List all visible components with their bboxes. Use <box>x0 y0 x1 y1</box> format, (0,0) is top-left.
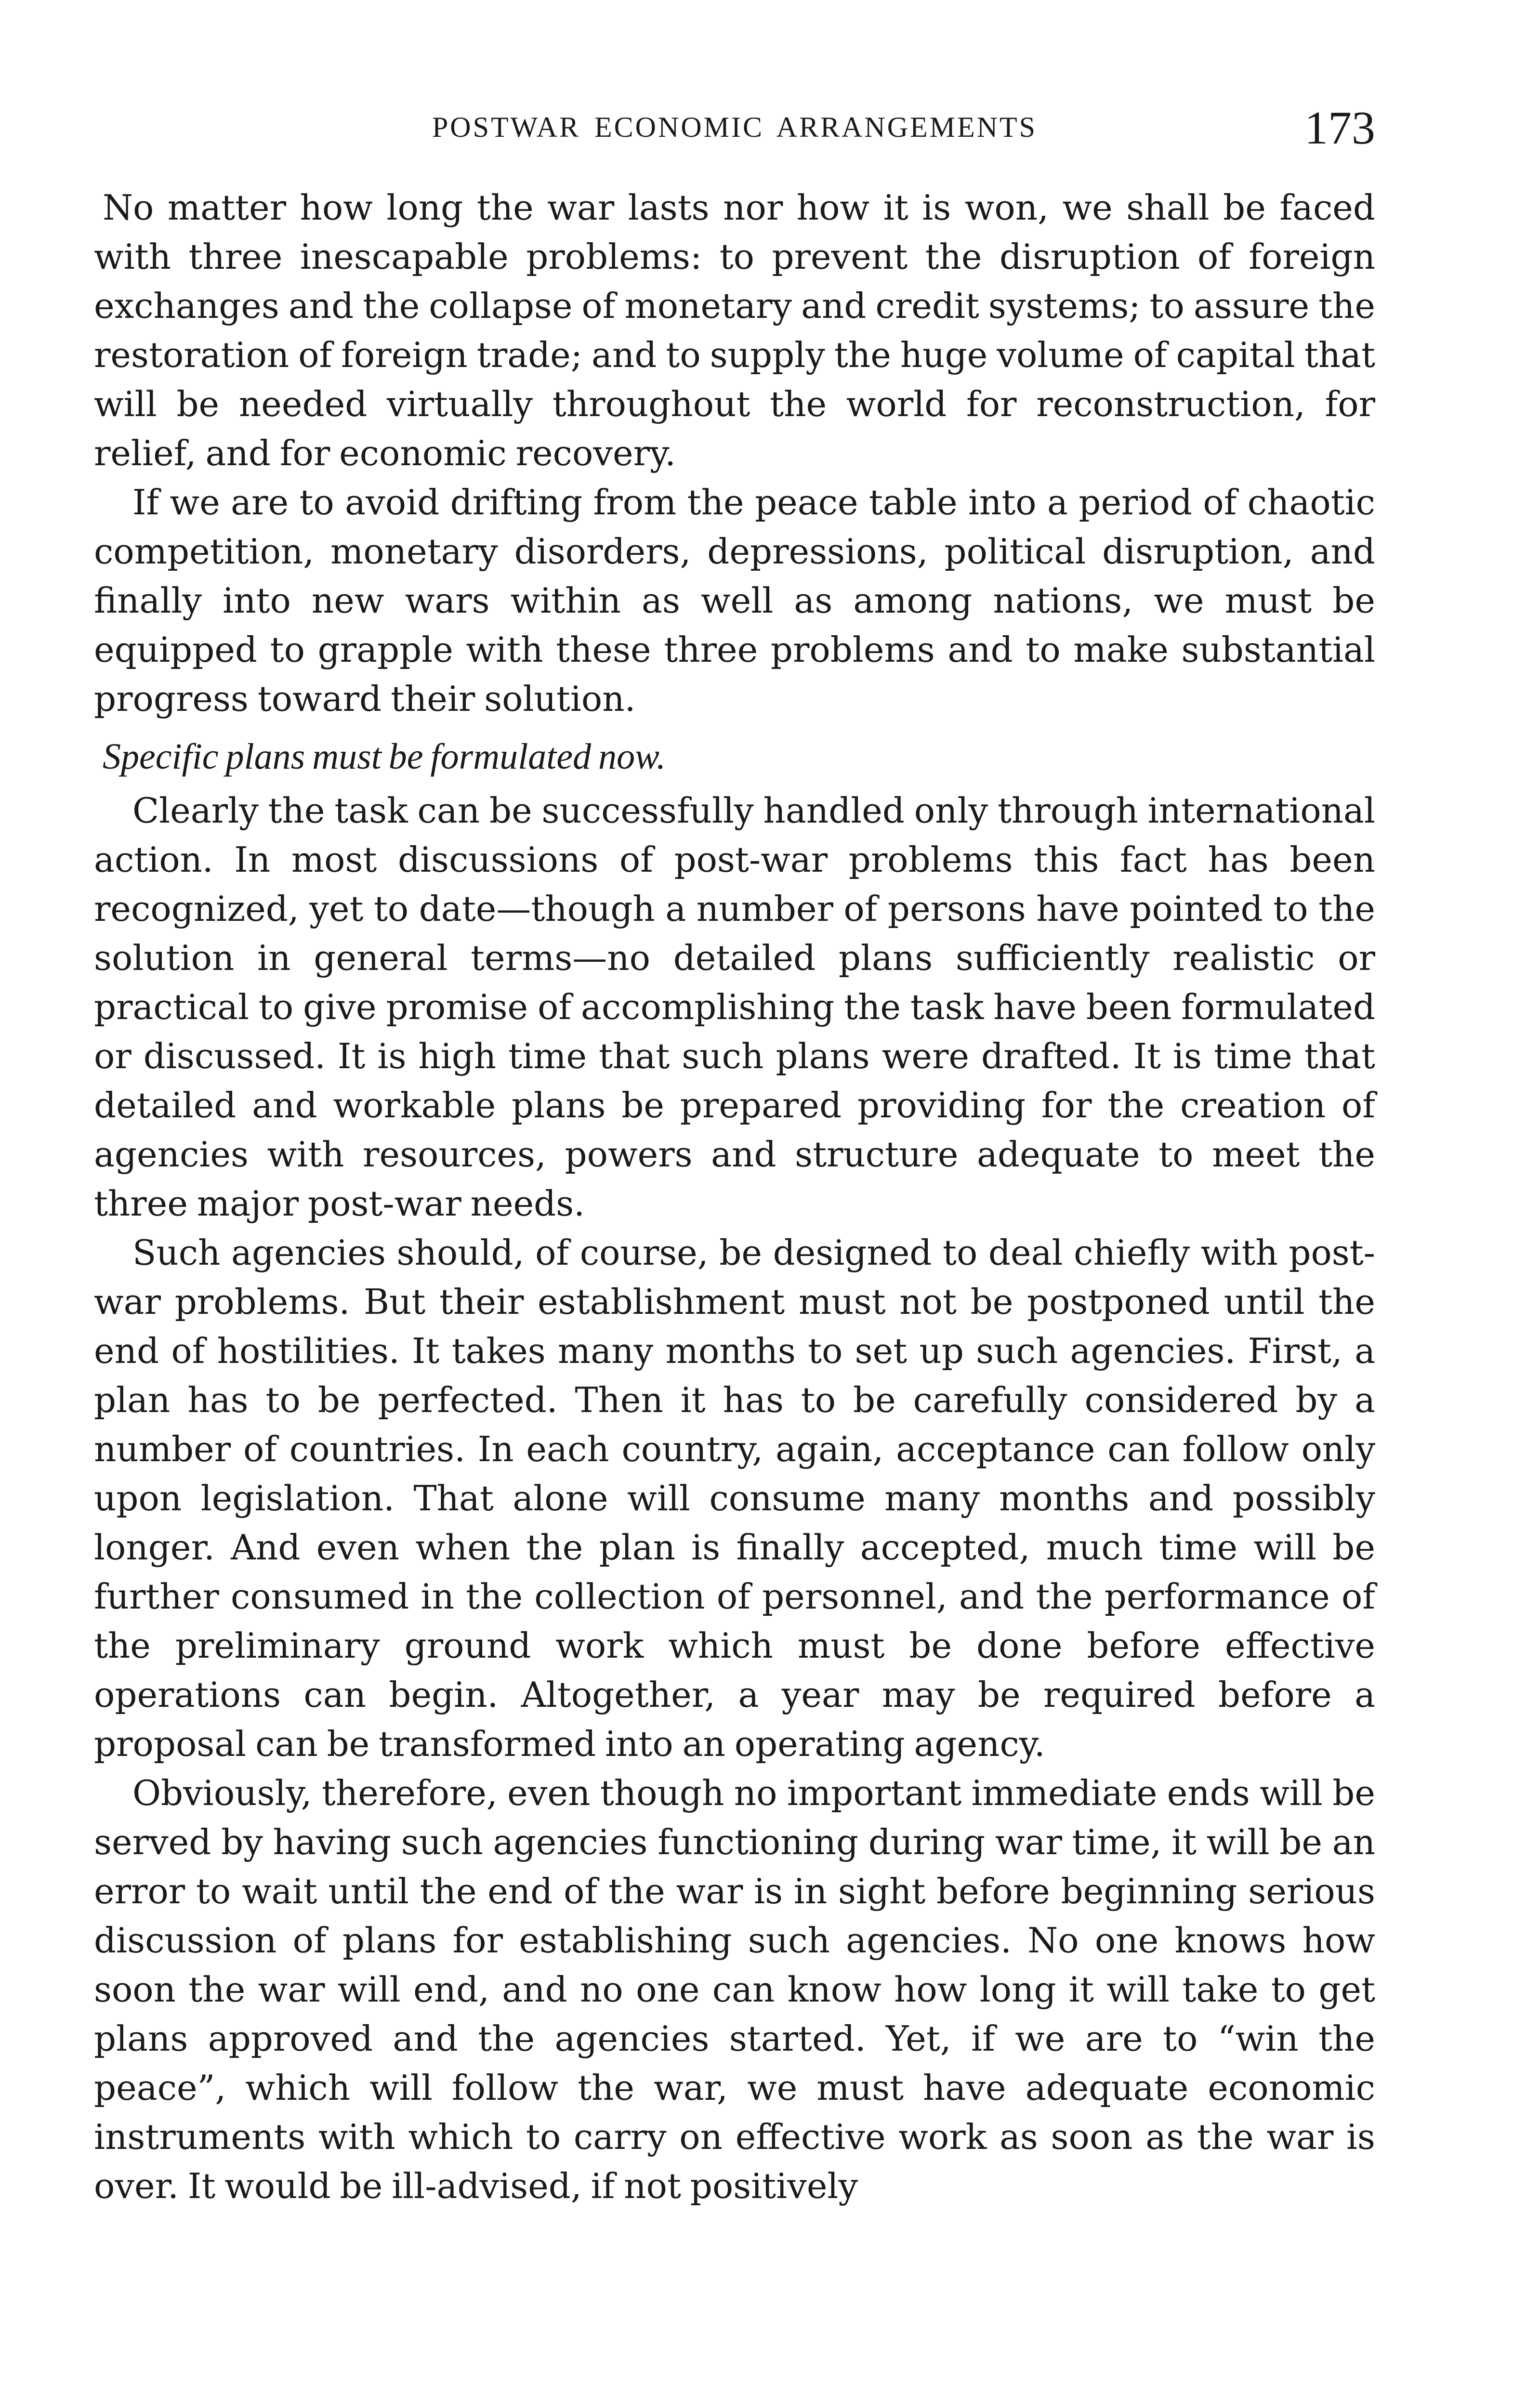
paragraph: Obviously, therefore, even though no important immediate ends will be served by having such agencies functioning during war time, it will be an error to wait until the end of the war is in sight before beginning serious discussion of plans for establishing such agencies. No one knows how soon the war will end, and no one can know how long it will take to get plans approved and the agencies started. Yet, if we are to “win the peace”, which will follow the war, we must have adequate economic instruments with which to carry on effective work as soon as the war is over. It would be ill-advised, if not positively <box>94 1773 1375 2206</box>
running-title: POSTWAR ECONOMIC ARRANGEMENTS <box>432 111 1038 143</box>
paragraph: Such agencies should, of course, be designed to deal chiefly with post-war problems. But their establishment must not be postponed until the end of hostilities. It takes many months to set up such agencies. First, a plan has to be perfected. Then it has to be carefully considered by a number of countries. In each country, again, acceptance can follow only upon legislation. That alone will consume many months and possibly longer. And even when the plan is finally accepted, much time will be further consumed in the collection of personnel, and the performance of the preliminary ground work which must be done before effective operations can begin. Altogether, a year may be required before a proposal can be transformed into an operating agency. <box>94 1232 1375 1764</box>
body-text <box>94 183 1375 2211</box>
paragraph: Clearly the task can be successfully handled only through international action. In most discussions of post-war problems this fact has been recognized, yet to date—though a number of persons have pointed to the solution in general terms—no detailed plans sufficiently realistic or practical to give promise of accomplishing the task have been formulated or discussed. It is high time that such plans were drafted. It is time that detailed and workable plans be prepared providing for the creation of agencies with resources, powers and structure adequate to meet the three major post-war needs. <box>94 790 1375 1224</box>
paragraph: No matter how long the war lasts nor how it is won, we shall be faced with three inescapable problems: to prevent the disruption of foreign exchanges and the collapse of monetary and credit systems; to assure the restoration of foreign trade; and to supply the huge volume of capital that will be needed virtually throughout the world for reconstruction, for relief, and for economic recovery. <box>94 187 1375 473</box>
paragraph: If we are to avoid drifting from the peace table into a period of chaotic competition, monetary disorders, depressions, political disruption, and finally into new wars within as well as among nations, we must be equipped to grapple with these three problems and to make substantial progress toward their solution. <box>94 482 1375 719</box>
page-number: 173 <box>1304 102 1375 154</box>
section-subheading: Specific plans must be formulated now. <box>103 736 666 777</box>
running-header <box>94 101 1375 159</box>
